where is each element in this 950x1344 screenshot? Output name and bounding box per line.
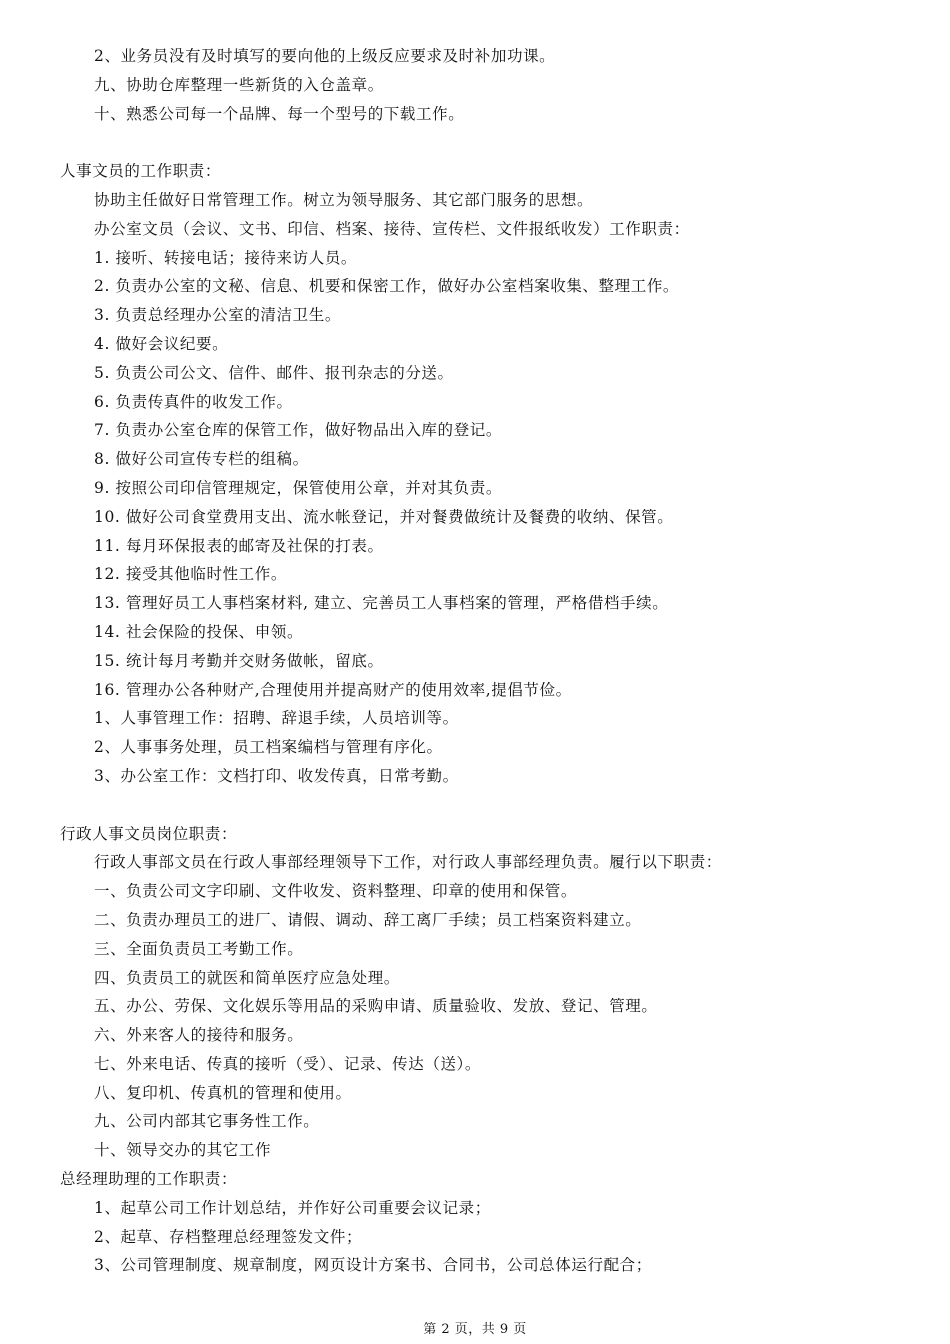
list-item: 2、人事事务处理，员工档案编档与管理有序化。 (94, 738, 443, 757)
list-item: 六、外来客人的接待和服务。 (94, 1026, 304, 1045)
list-item: 1. 接听、转接电话；接待来访人员。 (94, 248, 358, 267)
list-item: 2、起草、存档整理总经理签发文件； (94, 1227, 363, 1246)
page-footer (0, 1318, 950, 1337)
section-heading: 行政人事文员岗位职责： (60, 824, 238, 843)
list-item: 行政人事部文员在行政人事部经理领导下工作，对行政人事部经理负责。履行以下职责： (94, 853, 722, 872)
list-item: 3、公司管理制度、规章制度，网页设计方案书、合同书，公司总体运行配合； (94, 1256, 652, 1275)
list-item: 6. 负责传真件的收发工作。 (94, 392, 293, 411)
list-item: 二、负责办理员工的进厂、请假、调动、辞工离厂手续；员工档案资料建立。 (94, 910, 642, 929)
list-item: 3. 负责总经理办公室的清洁卫生。 (94, 306, 341, 325)
list-item: 七、外来电话、传真的接听（受）、记录、传达（送）。 (94, 1054, 482, 1073)
list-item: 8. 做好公司宣传专栏的组稿。 (94, 450, 309, 469)
list-item: 4. 做好会议纪要。 (94, 334, 229, 353)
list-item: 12. 接受其他临时性工作。 (94, 565, 287, 584)
list-item: 九、公司内部其它事务性工作。 (94, 1112, 320, 1131)
list-item: 13. 管理好员工人事档案材料, 建立、完善员工人事档案的管理，严格借档手续。 (94, 594, 669, 613)
section-heading: 总经理助理的工作职责： (60, 1170, 238, 1189)
list-item: 一、负责公司文字印刷、文件收发、资料整理、印章的使用和保管。 (94, 882, 578, 901)
list-item: 3、办公室工作：文档打印、收发传真，日常考勤。 (94, 766, 459, 785)
list-item: 四、负责员工的就医和简单医疗应急处理。 (94, 968, 400, 987)
document-body (60, 42, 900, 1280)
page-number: 第 2 页，共 9 页 (423, 1322, 527, 1337)
list-item: 10. 做好公司食堂费用支出、流水帐登记，并对餐费做统计及餐费的收纳、保管。 (94, 507, 674, 526)
list-item: 办公室文员（会议、文书、印信、档案、接待、宣传栏、文件报纸收发）工作职责： (94, 219, 690, 238)
list-item: 9. 按照公司印信管理规定，保管使用公章，并对其负责。 (94, 478, 502, 497)
list-item: 1、人事管理工作：招聘、辞退手续，人员培训等。 (94, 709, 459, 728)
list-item: 十、熟悉公司每一个品牌、每一个型号的下载工作。 (94, 104, 465, 123)
list-item: 九、协助仓库整理一些新货的入仓盖章。 (94, 75, 384, 94)
list-item: 三、全面负责员工考勤工作。 (94, 939, 304, 958)
list-item: 八、复印机、传真机的管理和使用。 (94, 1083, 352, 1102)
section-spacer (60, 128, 900, 157)
list-item: 5. 负责公司公文、信件、邮件、报刊杂志的分送。 (94, 363, 454, 382)
list-item: 7. 负责办公室仓库的保管工作，做好物品出入库的登记。 (94, 421, 502, 440)
list-item: 14. 社会保险的投保、申领。 (94, 622, 304, 641)
list-item: 16. 管理办公各种财产,合理使用并提高财产的使用效率,提倡节俭。 (94, 680, 572, 699)
list-item: 15. 统计每月考勤并交财务做帐，留底。 (94, 651, 384, 670)
list-item: 2. 负责办公室的文秘、信息、机要和保密工作，做好办公室档案收集、整理工作。 (94, 277, 680, 296)
list-item: 1、起草公司工作计划总结，并作好公司重要会议记录； (94, 1198, 491, 1217)
list-item: 十、领导交办的其它工作 (94, 1141, 272, 1160)
list-item: 协助主任做好日常管理工作。树立为领导服务、其它部门服务的思想。 (94, 190, 594, 209)
section-spacer (60, 791, 900, 820)
list-item: 11. 每月环保报表的邮寄及社保的打表。 (94, 536, 384, 555)
list-item: 2、业务员没有及时填写的要向他的上级反应要求及时补加功课。 (94, 47, 556, 65)
section-heading: 人事文员的工作职责： (60, 162, 222, 181)
list-item: 五、办公、劳保、文化娱乐等用品的采购申请、质量验收、发放、登记、管理。 (94, 997, 658, 1016)
